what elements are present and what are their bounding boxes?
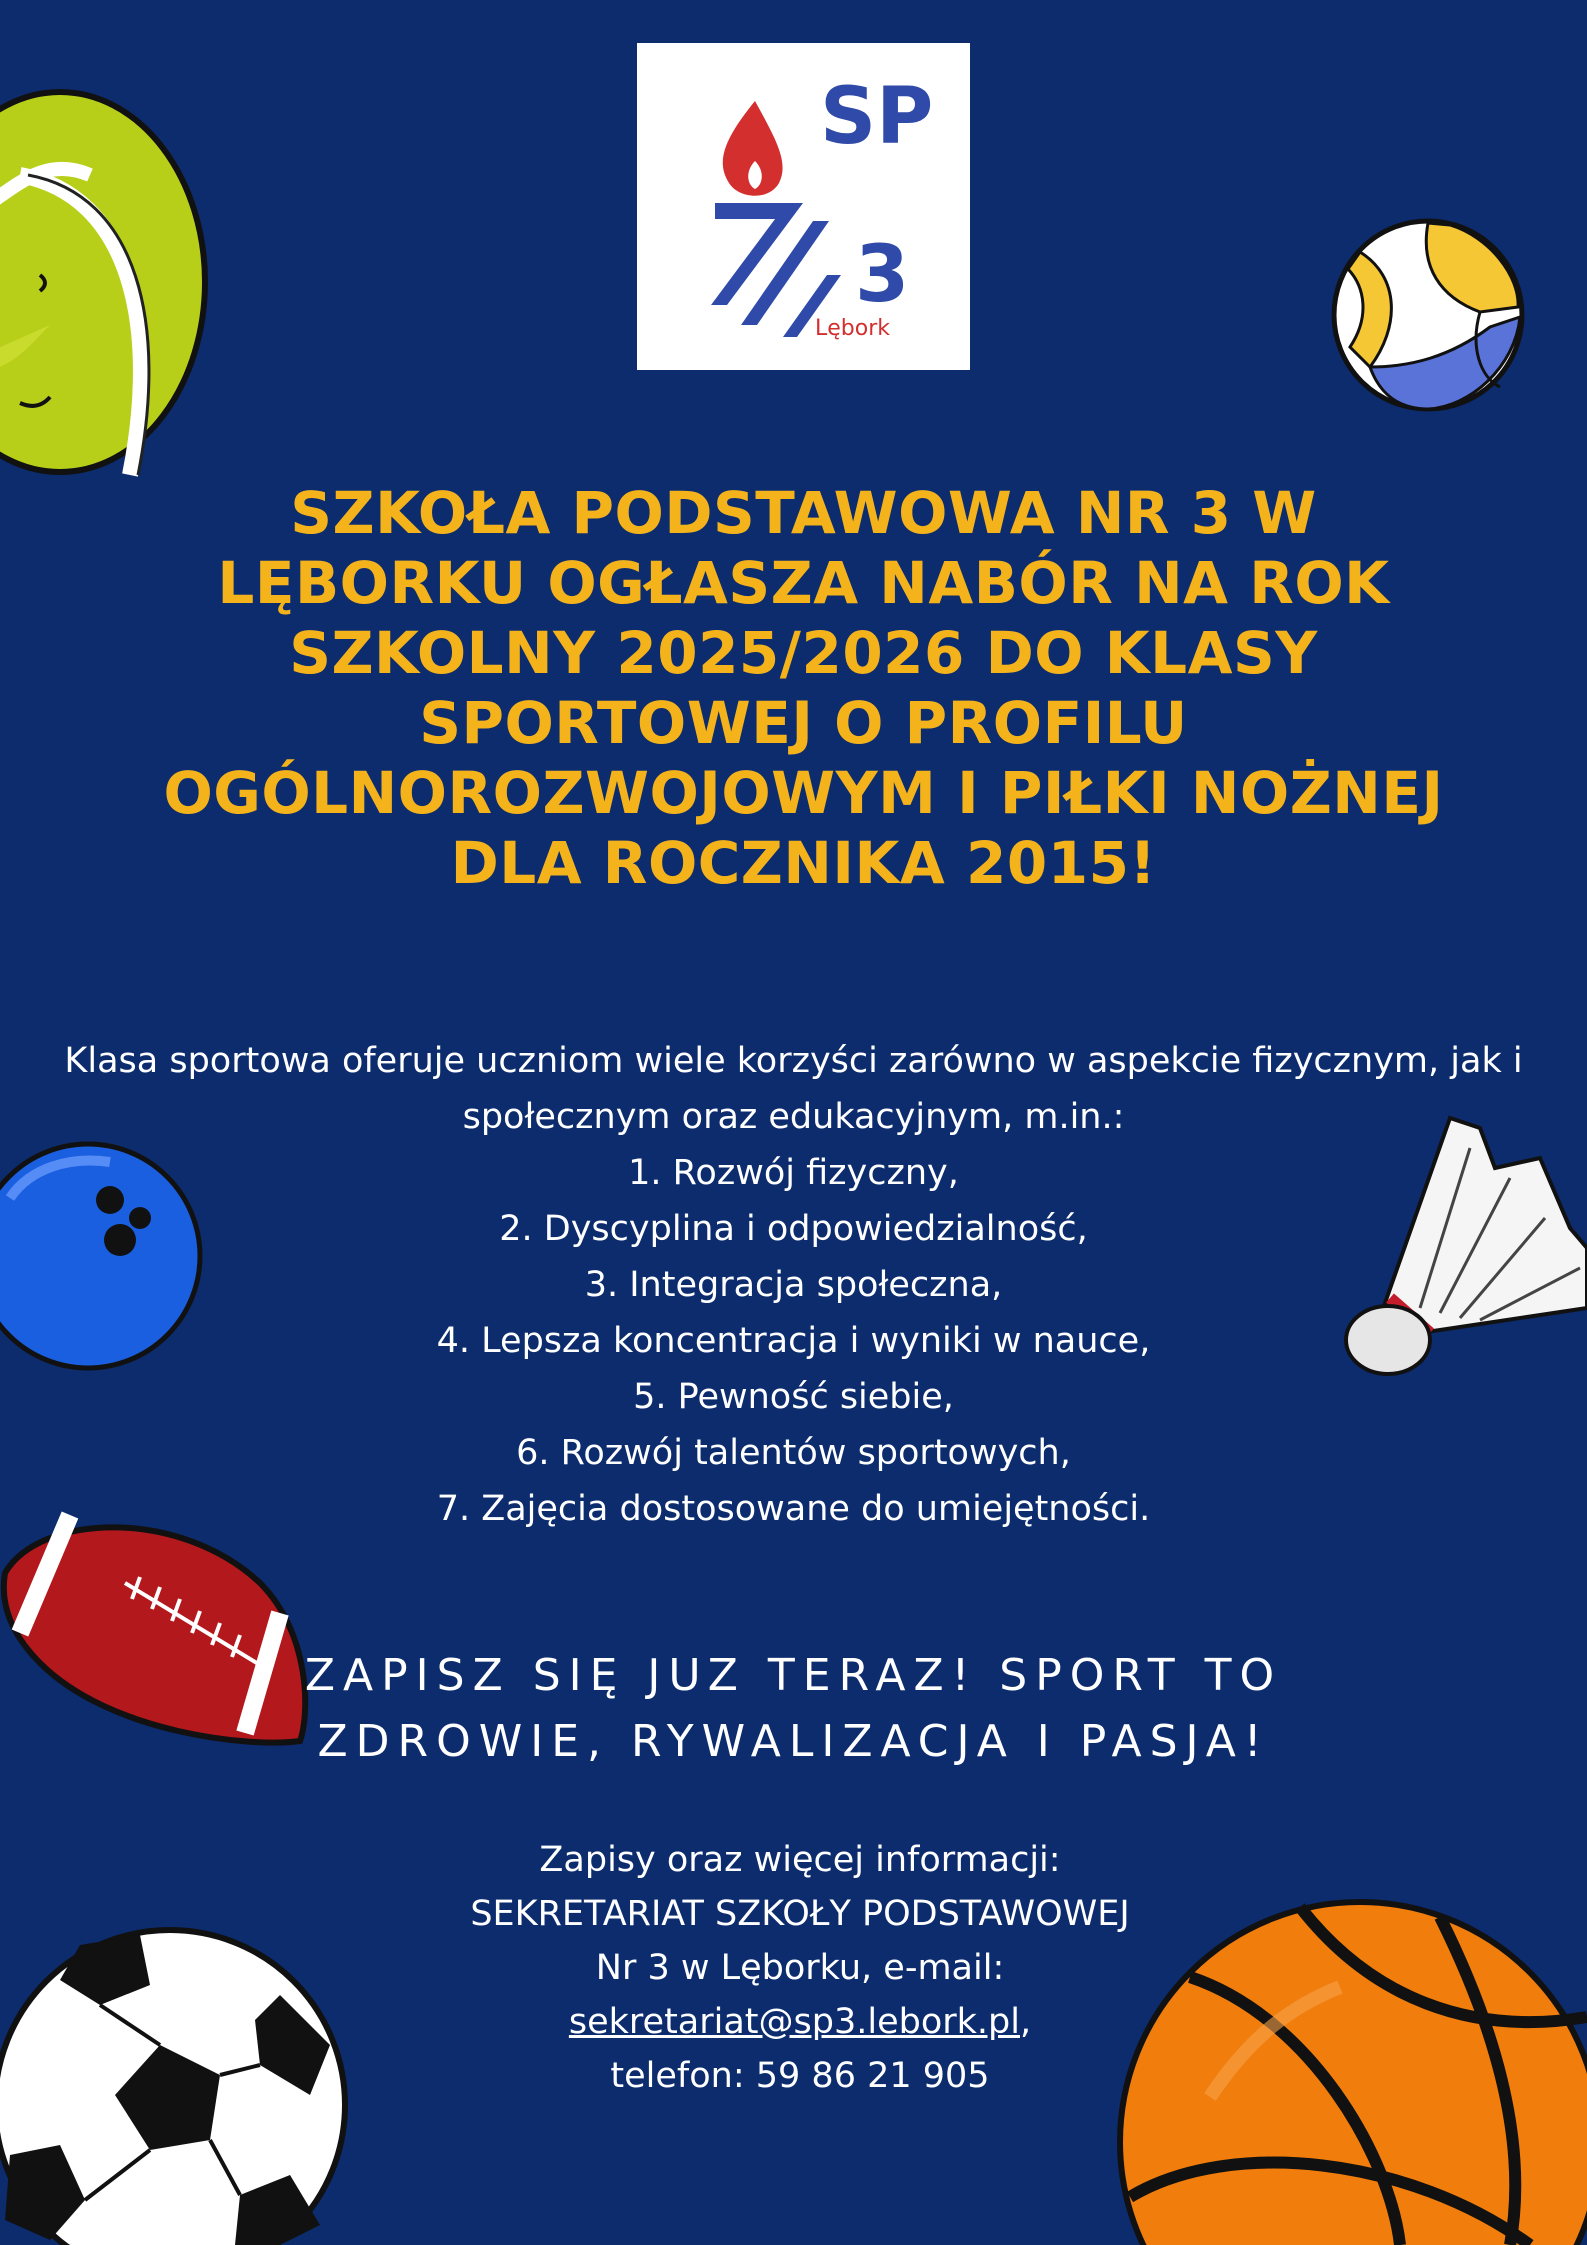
cta-line: ZAPISZ SIĘ JUZ TERAZ! SPORT TO — [304, 1650, 1283, 1701]
benefit-item: 2. Dyscyplina i odpowiedzialność, — [499, 1209, 1088, 1249]
contact-line: SEKRETARIAT SZKOŁY PODSTAWOWEJ — [470, 1894, 1130, 1934]
logo-number: 3 — [855, 230, 910, 320]
headline-line: SZKOŁA PODSTAWOWA NR 3 W — [290, 479, 1317, 547]
phone-line: telefon: 59 86 21 905 — [610, 2056, 990, 2096]
intro-line: Klasa sportowa oferuje uczniom wiele korzyści zarówno w aspekcie fizycznym, jak i — [64, 1041, 1523, 1081]
benefit-item: 7. Zajęcia dostosowane do umiejętności. — [436, 1489, 1151, 1529]
headline-line: SPORTOWEJ O PROFILU — [419, 689, 1188, 757]
benefit-item: 5. Pewność siebie, — [633, 1377, 954, 1417]
email-suffix: , — [1019, 2002, 1032, 2042]
benefit-item: 4. Lepsza koncentracja i wyniki w nauce, — [436, 1321, 1151, 1361]
contact-info — [380, 1833, 1220, 2103]
contact-line: Zapisy oraz więcej informacji: — [539, 1840, 1061, 1880]
headline-line: OGÓLNOROZWOJOWYM I PIŁKI NOŻNEJ — [163, 759, 1444, 827]
headline — [60, 478, 1547, 898]
tennis-ball-icon — [0, 85, 250, 480]
logo-town: Lębork — [815, 316, 891, 341]
school-logo — [637, 43, 970, 370]
benefit-item: 3. Integracja społeczna, — [584, 1265, 1003, 1305]
volleyball-icon — [1330, 217, 1527, 414]
sp3-logo-mark-icon — [637, 43, 970, 370]
soccer-ball-icon — [0, 1925, 355, 2245]
contact-line: Nr 3 w Lęborku, e-mail: — [595, 1948, 1005, 1988]
email-link[interactable]: sekretariat@sp3.lebork.pl — [568, 2002, 1020, 2042]
intro-line: społecznym oraz edukacyjnym, m.in.: — [462, 1097, 1125, 1137]
headline-line: LĘBORKU OGŁASZA NABÓR NA ROK — [217, 549, 1390, 617]
benefit-item: 1. Rozwój fizyczny, — [628, 1153, 959, 1193]
call-to-action — [170, 1643, 1417, 1775]
contact-email-line — [380, 1995, 1220, 2049]
benefit-item: 6. Rozwój talentów sportowych, — [516, 1433, 1071, 1473]
cta-line: ZDROWIE, RYWALIZACJA I PASJA! — [317, 1716, 1270, 1767]
headline-line: DLA ROCZNIKA 2015! — [450, 829, 1157, 897]
headline-line: SZKOLNY 2025/2026 DO KLASY — [289, 619, 1318, 687]
intro-text — [0, 1033, 1587, 1537]
logo-letters: SP — [820, 72, 934, 162]
